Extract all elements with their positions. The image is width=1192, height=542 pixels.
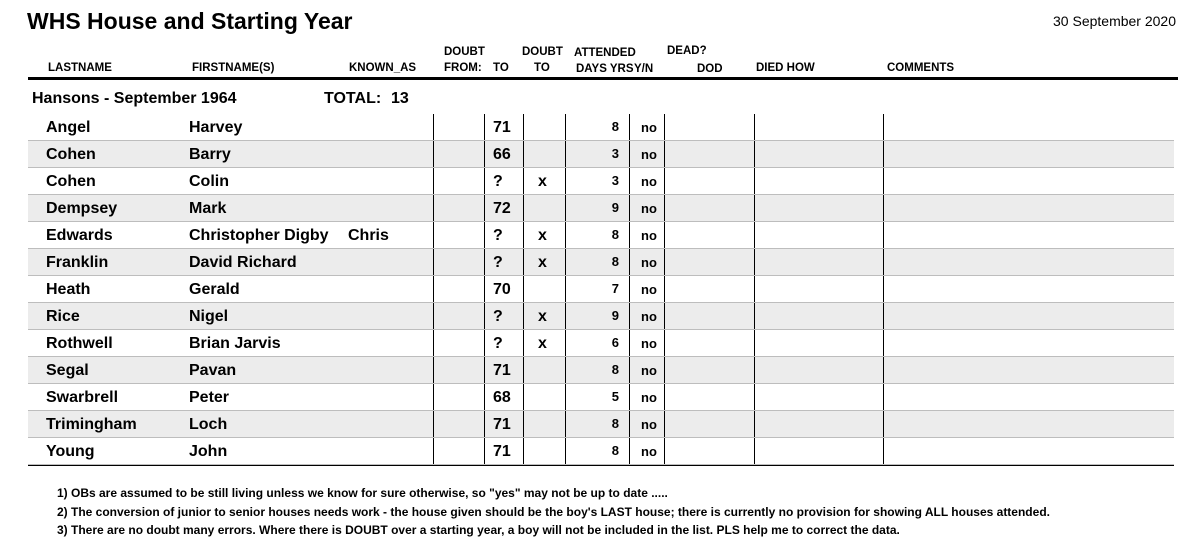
- firstname-cell: David Richard: [189, 254, 297, 271]
- column-divider: [484, 330, 485, 356]
- doubt-to-cell: x: [538, 254, 547, 271]
- column-divider: [883, 303, 884, 329]
- column-divider: [754, 330, 755, 356]
- footnote-3: 3) There are no doubt many errors. Where there is DOUBT over a starting year, a boy will not be included in the list. PLS help me to correct the data.: [57, 523, 900, 537]
- firstname-cell: Loch: [189, 416, 228, 433]
- header-to: TO: [493, 62, 509, 74]
- table-row: [28, 357, 1174, 384]
- dead-yn-cell: no: [641, 120, 657, 135]
- column-divider: [484, 411, 485, 437]
- table-row: [28, 222, 1174, 249]
- column-divider: [433, 222, 434, 248]
- column-divider: [629, 438, 630, 464]
- header-rule: [28, 77, 1178, 80]
- column-divider: [629, 357, 630, 383]
- lastname-cell: Young: [46, 443, 95, 460]
- column-divider: [629, 384, 630, 410]
- to-year-cell: 70: [493, 281, 511, 298]
- column-divider: [629, 276, 630, 302]
- table-row: [28, 330, 1174, 357]
- column-divider: [883, 330, 884, 356]
- years-attended-cell: 7: [611, 281, 619, 296]
- column-divider: [629, 168, 630, 194]
- group-total-label: TOTAL:: [324, 90, 382, 107]
- years-attended-cell: 8: [611, 416, 619, 431]
- column-divider: [664, 249, 665, 275]
- column-divider: [433, 141, 434, 167]
- years-attended-cell: 6: [611, 335, 619, 350]
- column-divider: [565, 141, 566, 167]
- years-attended-cell: 9: [611, 200, 619, 215]
- column-divider: [484, 141, 485, 167]
- lastname-cell: Angel: [46, 119, 91, 136]
- column-divider: [484, 384, 485, 410]
- column-divider: [523, 303, 524, 329]
- column-divider: [433, 438, 434, 464]
- column-divider: [565, 168, 566, 194]
- lastname-cell: Trimingham: [46, 416, 137, 433]
- column-divider: [754, 114, 755, 140]
- column-divider: [754, 222, 755, 248]
- header-lastname: LASTNAME: [48, 62, 112, 74]
- column-divider: [883, 276, 884, 302]
- lastname-cell: Cohen: [46, 173, 96, 190]
- header-dod: DOD: [697, 63, 723, 75]
- header-firstnames: FIRSTNAME(S): [192, 62, 275, 74]
- column-divider: [565, 114, 566, 140]
- column-divider: [523, 330, 524, 356]
- column-divider: [754, 195, 755, 221]
- years-attended-cell: 9: [611, 308, 619, 323]
- table-bottom-rule: [28, 465, 1174, 466]
- doubt-to-cell: x: [538, 335, 547, 352]
- column-divider: [523, 195, 524, 221]
- column-divider: [433, 357, 434, 383]
- column-divider: [664, 330, 665, 356]
- lastname-cell: Rice: [46, 308, 80, 325]
- years-attended-cell: 8: [611, 362, 619, 377]
- dead-yn-cell: no: [641, 201, 657, 216]
- column-divider: [664, 195, 665, 221]
- header-comments: COMMENTS: [887, 62, 955, 74]
- dead-yn-cell: no: [641, 174, 657, 189]
- lastname-cell: Edwards: [46, 227, 113, 244]
- to-year-cell: 66: [493, 146, 511, 163]
- column-divider: [433, 384, 434, 410]
- firstname-cell: Pavan: [189, 362, 237, 379]
- table-row: [28, 303, 1174, 330]
- to-year-cell: 71: [493, 119, 511, 136]
- column-divider: [664, 384, 665, 410]
- firstname-cell: Harvey: [189, 119, 243, 136]
- header-attended-1: ATTENDED: [574, 47, 636, 59]
- to-year-cell: ?: [493, 227, 503, 244]
- column-divider: [664, 168, 665, 194]
- column-divider: [433, 114, 434, 140]
- firstname-cell: Gerald: [189, 281, 240, 298]
- dead-yn-cell: no: [641, 363, 657, 378]
- doubt-to-cell: x: [538, 227, 547, 244]
- footnote-2: 2) The conversion of junior to senior houses needs work - the house given should be the boy's LAST house; there is currently no provision for showing ALL houses attended.: [57, 504, 1050, 519]
- column-divider: [629, 141, 630, 167]
- column-divider: [883, 249, 884, 275]
- column-divider: [565, 195, 566, 221]
- column-divider: [754, 141, 755, 167]
- column-divider: [664, 357, 665, 383]
- to-year-cell: 71: [493, 362, 511, 379]
- column-divider: [523, 384, 524, 410]
- doubt-to-cell: x: [538, 308, 547, 325]
- column-divider: [523, 141, 524, 167]
- column-divider: [484, 195, 485, 221]
- column-divider: [754, 249, 755, 275]
- column-divider: [433, 276, 434, 302]
- firstname-cell: Christopher Digby: [189, 227, 329, 244]
- column-divider: [754, 303, 755, 329]
- dead-yn-cell: no: [641, 282, 657, 297]
- header-yn: Y/N: [634, 63, 654, 75]
- column-divider: [433, 303, 434, 329]
- firstname-cell: John: [189, 443, 228, 460]
- column-divider: [629, 303, 630, 329]
- header-doubt-to-2: TO: [534, 62, 550, 74]
- dead-yn-cell: no: [641, 228, 657, 243]
- column-divider: [664, 303, 665, 329]
- data-table: [28, 114, 1174, 465]
- table-row: [28, 411, 1174, 438]
- lastname-cell: Segal: [46, 362, 89, 379]
- to-year-cell: 68: [493, 389, 511, 406]
- column-divider: [754, 384, 755, 410]
- footnotes: [57, 484, 1050, 540]
- column-divider: [433, 411, 434, 437]
- column-divider: [565, 303, 566, 329]
- column-divider: [629, 195, 630, 221]
- firstname-cell: Barry: [189, 146, 231, 163]
- column-divider: [629, 114, 630, 140]
- header-attended-2: DAYS YRS: [576, 63, 634, 75]
- table-row: [28, 168, 1174, 195]
- lastname-cell: Heath: [46, 281, 91, 298]
- column-divider: [484, 357, 485, 383]
- table-row: [28, 195, 1174, 222]
- to-year-cell: ?: [493, 254, 503, 271]
- to-year-cell: 71: [493, 443, 511, 460]
- table-row: [28, 141, 1174, 168]
- header-doubt-from-2: FROM:: [444, 62, 482, 74]
- group-total-value: 13: [391, 90, 409, 107]
- column-divider: [523, 357, 524, 383]
- column-divider: [629, 249, 630, 275]
- dead-yn-cell: no: [641, 444, 657, 459]
- column-divider: [565, 438, 566, 464]
- column-divider: [523, 222, 524, 248]
- to-year-cell: 72: [493, 200, 511, 217]
- table-row: [28, 276, 1174, 303]
- column-divider: [883, 195, 884, 221]
- years-attended-cell: 3: [611, 173, 619, 188]
- column-divider: [629, 330, 630, 356]
- column-divider: [664, 114, 665, 140]
- column-divider: [754, 411, 755, 437]
- column-divider: [664, 411, 665, 437]
- column-divider: [754, 438, 755, 464]
- column-divider: [883, 141, 884, 167]
- lastname-cell: Dempsey: [46, 200, 118, 217]
- column-divider: [565, 384, 566, 410]
- column-divider: [523, 249, 524, 275]
- known-as-cell: Chris: [348, 227, 389, 244]
- column-divider: [484, 114, 485, 140]
- header-doubt-from-1: DOUBT: [444, 46, 485, 58]
- column-divider: [883, 222, 884, 248]
- dead-yn-cell: no: [641, 255, 657, 270]
- column-divider: [883, 411, 884, 437]
- column-divider: [883, 384, 884, 410]
- dead-yn-cell: no: [641, 390, 657, 405]
- column-divider: [565, 276, 566, 302]
- column-divider: [664, 222, 665, 248]
- header-dead: DEAD?: [667, 45, 707, 57]
- years-attended-cell: 3: [611, 146, 619, 161]
- column-divider: [664, 141, 665, 167]
- column-divider: [484, 276, 485, 302]
- column-divider: [754, 168, 755, 194]
- column-divider: [484, 222, 485, 248]
- column-divider: [629, 222, 630, 248]
- to-year-cell: 71: [493, 416, 511, 433]
- table-row: [28, 438, 1174, 465]
- years-attended-cell: 8: [611, 227, 619, 242]
- footnote-1: 1) OBs are assumed to be still living unless we know for sure otherwise, so "yes" may not be up to date .....: [57, 486, 668, 500]
- column-divider: [883, 114, 884, 140]
- column-divider: [484, 249, 485, 275]
- column-divider: [629, 411, 630, 437]
- years-attended-cell: 8: [611, 254, 619, 269]
- column-divider: [664, 276, 665, 302]
- column-divider: [484, 303, 485, 329]
- column-divider: [565, 222, 566, 248]
- column-divider: [484, 168, 485, 194]
- column-divider: [523, 411, 524, 437]
- lastname-cell: Swarbrell: [46, 389, 119, 406]
- firstname-cell: Nigel: [189, 308, 229, 325]
- column-divider: [664, 438, 665, 464]
- page-title: WHS House and Starting Year: [27, 8, 353, 34]
- to-year-cell: ?: [493, 308, 503, 325]
- years-attended-cell: 5: [611, 389, 619, 404]
- dead-yn-cell: no: [641, 336, 657, 351]
- column-divider: [565, 330, 566, 356]
- firstname-cell: Colin: [189, 173, 229, 190]
- column-divider: [523, 168, 524, 194]
- doubt-to-cell: x: [538, 173, 547, 190]
- header-known-as: KNOWN_AS: [349, 62, 417, 74]
- column-divider: [565, 249, 566, 275]
- firstname-cell: Mark: [189, 200, 227, 217]
- table-row: [28, 249, 1174, 276]
- column-divider: [433, 249, 434, 275]
- column-divider: [565, 357, 566, 383]
- column-divider: [523, 438, 524, 464]
- report-date: 30 September 2020: [1053, 13, 1176, 29]
- column-divider: [754, 357, 755, 383]
- table-row: [28, 384, 1174, 411]
- group-label: Hansons - September 1964: [32, 90, 237, 107]
- years-attended-cell: 8: [611, 119, 619, 134]
- column-divider: [883, 438, 884, 464]
- dead-yn-cell: no: [641, 417, 657, 432]
- lastname-cell: Rothwell: [46, 335, 113, 352]
- header-died-how: DIED HOW: [756, 62, 815, 74]
- dead-yn-cell: no: [641, 147, 657, 162]
- firstname-cell: Brian Jarvis: [189, 335, 281, 352]
- to-year-cell: ?: [493, 173, 503, 190]
- column-divider: [565, 411, 566, 437]
- table-row: [28, 114, 1174, 141]
- header-doubt-to-1: DOUBT: [522, 46, 563, 58]
- years-attended-cell: 8: [611, 443, 619, 458]
- to-year-cell: ?: [493, 335, 503, 352]
- column-divider: [754, 276, 755, 302]
- column-divider: [484, 438, 485, 464]
- lastname-cell: Cohen: [46, 146, 96, 163]
- firstname-cell: Peter: [189, 389, 230, 406]
- column-divider: [523, 114, 524, 140]
- lastname-cell: Franklin: [46, 254, 109, 271]
- dead-yn-cell: no: [641, 309, 657, 324]
- column-divider: [883, 357, 884, 383]
- column-divider: [883, 168, 884, 194]
- column-divider: [433, 195, 434, 221]
- column-divider: [523, 276, 524, 302]
- column-divider: [433, 168, 434, 194]
- column-divider: [433, 330, 434, 356]
